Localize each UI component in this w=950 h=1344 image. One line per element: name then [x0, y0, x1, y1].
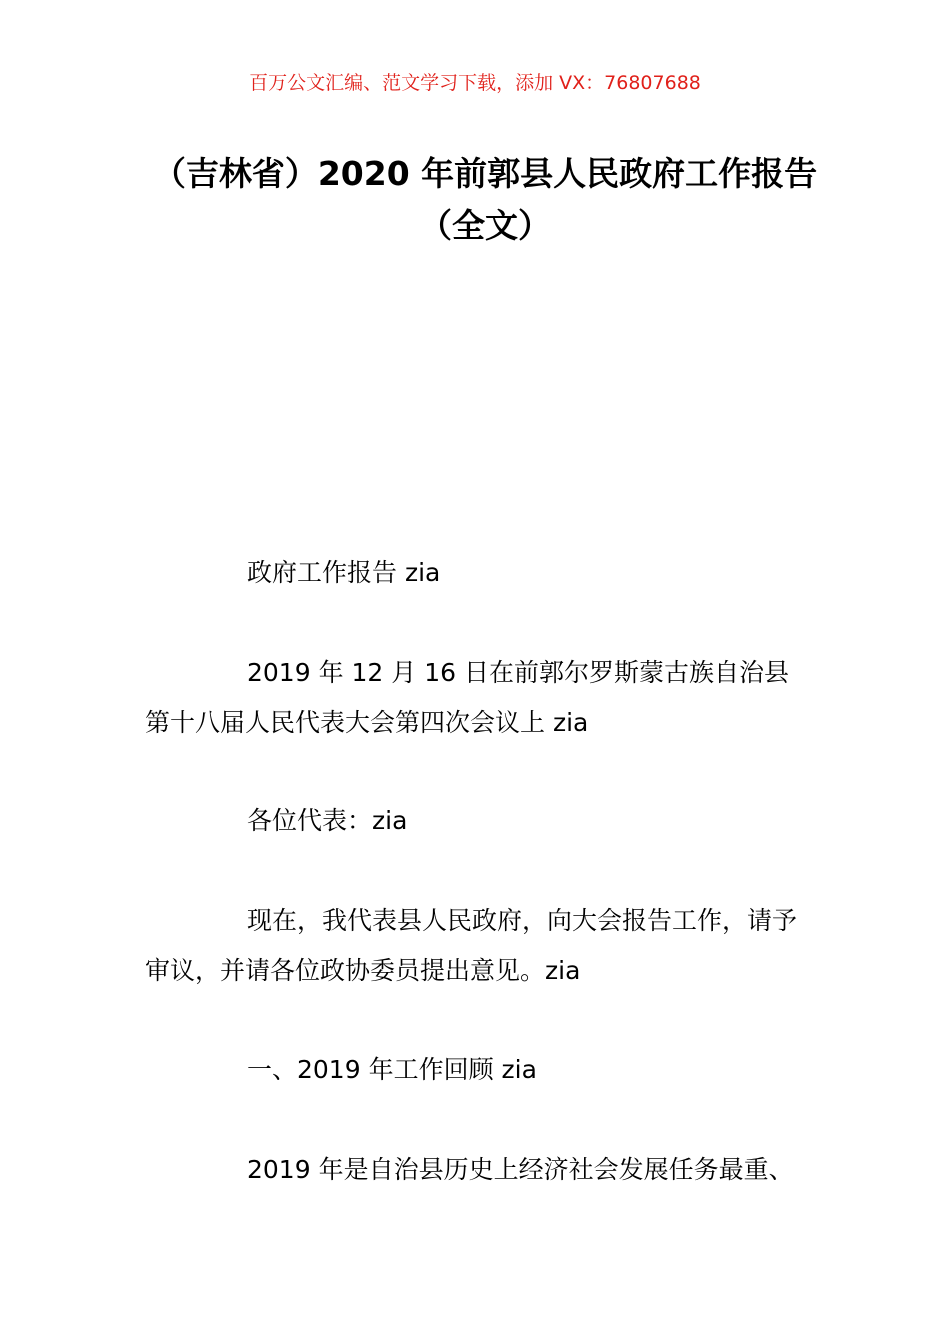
paragraph-salutation: [145, 796, 810, 846]
paragraph-review-start: [145, 1145, 810, 1195]
paragraph-text: 2019 年是自治县历史上经济社会发展任务最重、: [247, 1155, 794, 1184]
paragraph-text: 一、2019 年工作回顾 zia: [247, 1055, 537, 1084]
paragraph-text: 各位代表：zia: [247, 806, 408, 835]
paragraph-introduction: [145, 896, 810, 996]
paragraph-text: 政府工作报告 zia: [247, 558, 441, 587]
section-heading-review: [145, 1045, 810, 1095]
paragraph-text: 2019 年 12 月 16 日在前郭尔罗斯蒙古族自治县第十八届人民代表大会第四次会议上 zia: [145, 658, 789, 737]
paragraph-text: 现在，我代表县人民政府，向大会报告工作，请予审议，并请各位政协委员提出意见。zia: [145, 906, 798, 985]
document-title: （吉林省）2020 年前郭县人民政府工作报告（全文）: [152, 154, 818, 245]
promo-header-note: 百万公文汇编、范文学习下载，添加 VX：76807688: [249, 72, 701, 94]
paragraph-meeting-info: [145, 648, 810, 748]
paragraph-report-label: [145, 548, 810, 598]
